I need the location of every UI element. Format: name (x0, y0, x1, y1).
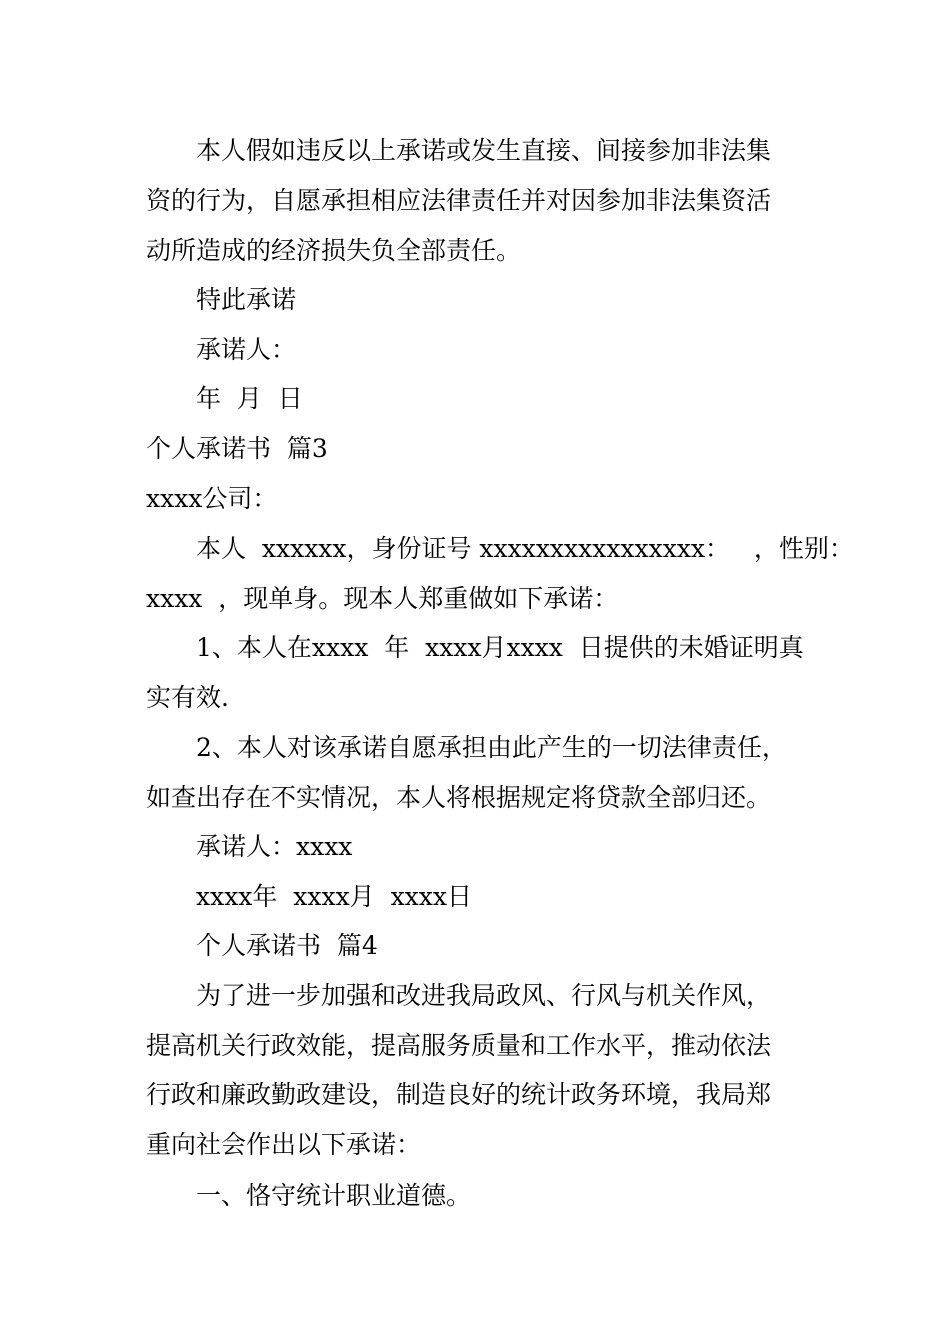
item-1-line-1: 1、本人在xxxx 年 xxxx月xxxx 日提供的未婚证明真 (196, 633, 804, 662)
para-1-line-1: 本人假如违反以上承诺或发生直接、间接参加非法集 (196, 136, 772, 165)
item-2-line-1: 2、本人对该承诺自愿承担由此产生的一切法律责任， (196, 733, 787, 762)
addressee: xxxx公司： (146, 484, 278, 513)
para-3-line-1: 为了进一步加强和改进我局政风、行风与机关作风， (196, 981, 772, 1010)
para-2-line-1: 本人 xxxxxx，身份证号 xxxxxxxxxxxxxxxx： ，性别： (196, 534, 854, 563)
item-first-heading: 一、恪守统计职业道德。 (196, 1181, 472, 1210)
item-2-line-2: 如查出存在不实情况，本人将根据规定将贷款全部归还。 (146, 783, 772, 812)
closing-text: 特此承诺 (196, 285, 297, 314)
date-line-2: xxxx年 xxxx月 xxxx日 (196, 882, 472, 911)
para-1-line-3: 动所造成的经济损失负全部责任。 (146, 236, 522, 265)
item-1-line-2: 实有效. (146, 683, 229, 712)
signature-line: 承诺人：xxxx (196, 832, 353, 861)
para-3-line-3: 行政和廉政勤政建设，制造良好的统计政务环境，我局郑 (146, 1080, 772, 1109)
para-1-line-2: 资的行为，自愿承担相应法律责任并对因参加非法集资活 (146, 186, 772, 215)
para-2-line-2: xxxx ，现单身。现本人郑重做如下承诺： (146, 584, 619, 613)
para-3-line-4: 重向社会作出以下承诺： (146, 1130, 422, 1159)
date-line: 年 月 日 (196, 384, 303, 413)
signature-label: 承诺人： (196, 335, 297, 364)
section-title-4: 个人承诺书 篇4 (196, 931, 378, 960)
section-title-3: 个人承诺书 篇3 (146, 434, 328, 463)
para-3-line-2: 提高机关行政效能，提高服务质量和工作水平，推动依法 (146, 1031, 772, 1060)
